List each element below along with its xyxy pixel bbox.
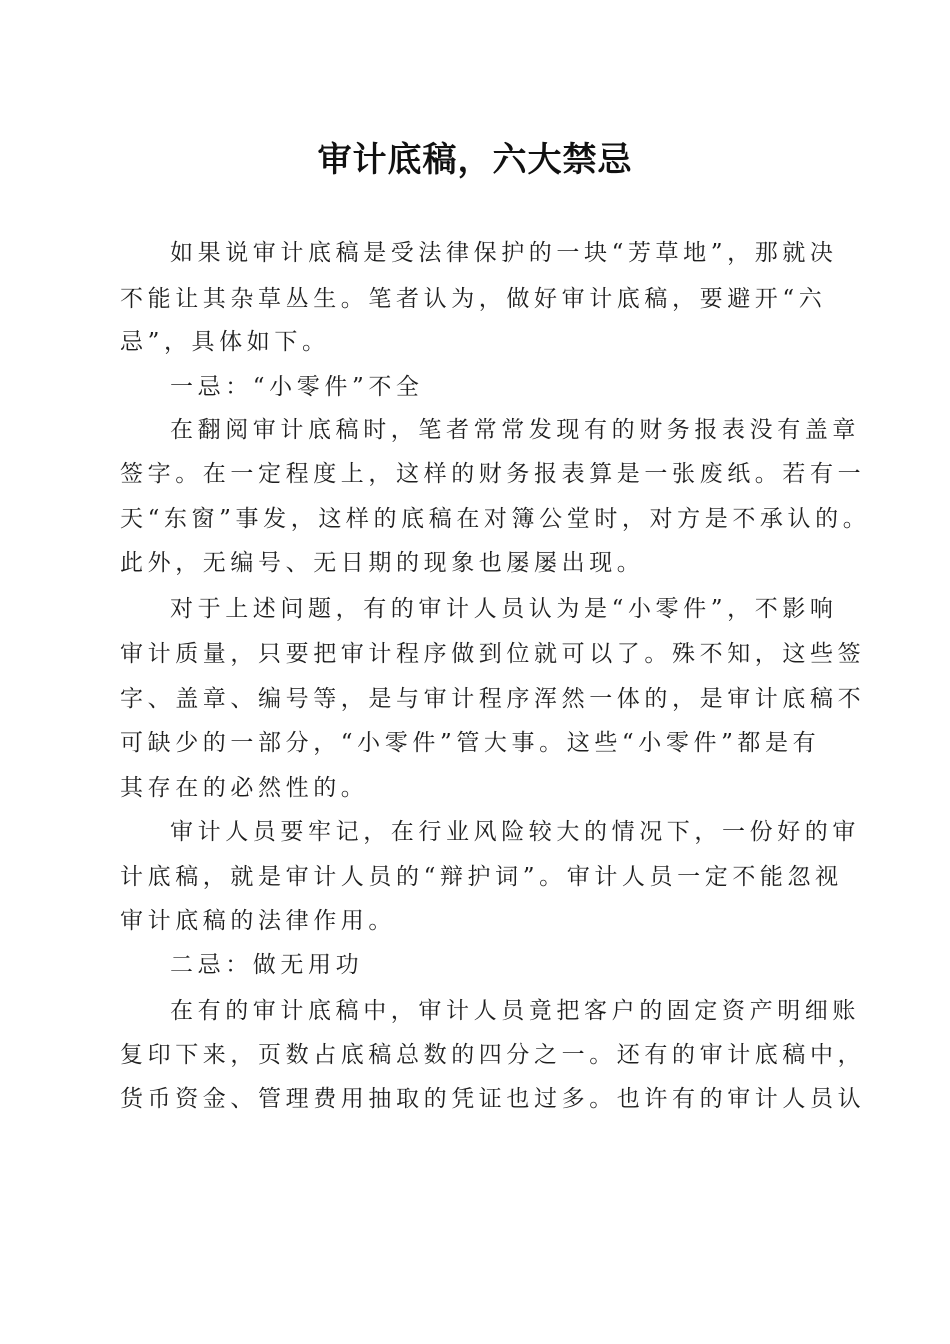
paragraph-line: 可缺少的一部分，“小零件”管大事。这些“小零件”都是有	[120, 730, 821, 756]
paragraph-line: 字、盖章、编号等，是与审计程序浑然一体的，是审计底稿不	[120, 686, 866, 712]
section-heading-2: 二忌：做无用功	[170, 952, 364, 978]
paragraph-line: 计底稿，就是审计人员的“辩护词”。审计人员一定不能忽视	[120, 864, 843, 890]
section-heading-1: 一忌：“小零件”不全	[170, 374, 424, 400]
paragraph-line: 货币资金、管理费用抽取的凭证也过多。也许有的审计人员认	[120, 1086, 866, 1112]
paragraph-line: 其存在的必然性的。	[120, 775, 369, 801]
paragraph-line: 复印下来，页数占底稿总数的四分之一。还有的审计底稿中，	[120, 1042, 866, 1068]
paragraph-line: 签字。在一定程度上，这样的财务报表算是一张废纸。若有一	[120, 461, 866, 487]
paragraph-line: 审计质量，只要把审计程序做到位就可以了。殊不知，这些签	[120, 641, 866, 667]
paragraph-line: 在翻阅审计底稿时，笔者常常发现有的财务报表没有盖章	[170, 417, 860, 443]
paragraph-line: 不能让其杂草丛生。笔者认为，做好审计底稿，要避开“六	[120, 286, 827, 312]
document-title: 审计底稿，六大禁忌	[317, 140, 633, 180]
paragraph-line: 审计人员要牢记，在行业风险较大的情况下，一份好的审	[170, 819, 860, 845]
paragraph-line: 如果说审计底稿是受法律保护的一块“芳草地”，那就决	[170, 240, 838, 266]
paragraph-line: 忌”，具体如下。	[120, 329, 330, 355]
paragraph-line: 天“东窗”事发，这样的底稿在对簿公堂时，对方是不承认的。	[120, 506, 871, 532]
paragraph-line: 对于上述问题，有的审计人员认为是“小零件”，不影响	[170, 596, 838, 622]
paragraph-line: 审计底稿的法律作用。	[120, 908, 396, 934]
paragraph-line: 在有的审计底稿中，审计人员竟把客户的固定资产明细账	[170, 998, 860, 1024]
paragraph-line: 此外，无编号、无日期的现象也屡屡出现。	[120, 550, 645, 576]
